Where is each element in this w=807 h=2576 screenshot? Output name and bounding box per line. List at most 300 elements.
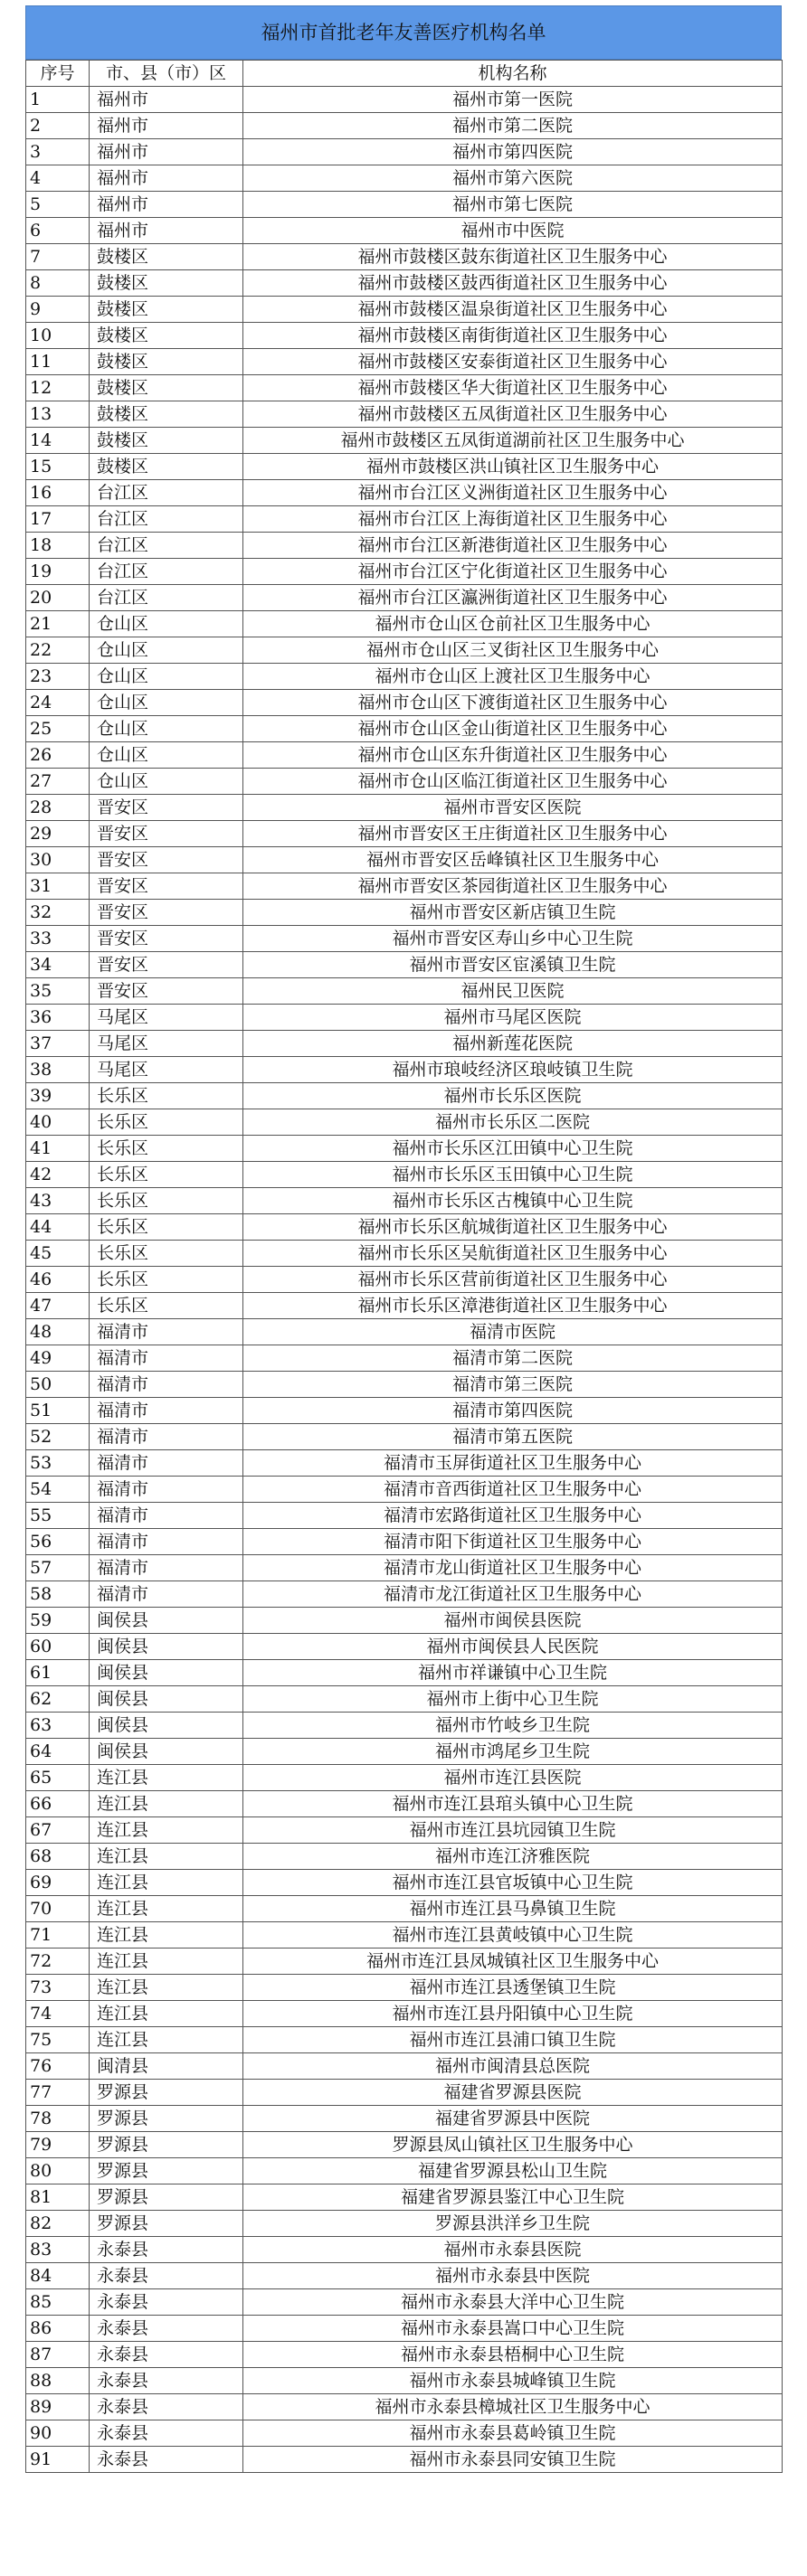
row-index: 58 [26,1581,90,1608]
row-institution-name: 福州市鸿尾乡卫生院 [243,1739,783,1765]
table-row [26,952,783,978]
row-district: 长乐区 [90,1214,243,1241]
row-district: 长乐区 [90,1241,243,1267]
table-row [26,349,783,375]
row-institution-name: 福州市鼓楼区五凤街道湖前社区卫生服务中心 [243,428,783,454]
row-institution-name: 福州市琅岐经济区琅岐镇卫生院 [243,1057,783,1083]
row-index: 39 [26,1083,90,1109]
row-index: 73 [26,1975,90,2001]
row-district: 仓山区 [90,664,243,690]
row-index: 60 [26,1634,90,1660]
row-district: 福州市 [90,87,243,113]
row-index: 3 [26,139,90,165]
page-title: 福州市首批老年友善医疗机构名单 [25,5,782,60]
row-institution-name: 福州市永泰县同安镇卫生院 [243,2447,783,2473]
row-index: 25 [26,716,90,742]
row-institution-name: 福州市永泰县城峰镇卫生院 [243,2368,783,2394]
row-institution-name: 福州市第六医院 [243,165,783,192]
row-index: 9 [26,297,90,323]
table-row [26,2053,783,2080]
row-institution-name: 福州市连江县琯头镇中心卫生院 [243,1791,783,1817]
row-institution-name: 福清市龙山街道社区卫生服务中心 [243,1555,783,1581]
row-institution-name: 福州市永泰县医院 [243,2237,783,2263]
row-district: 仓山区 [90,611,243,637]
row-index: 67 [26,1817,90,1844]
row-district: 长乐区 [90,1136,243,1162]
table-row [26,1188,783,1214]
row-district: 台江区 [90,559,243,585]
row-index: 24 [26,690,90,716]
row-index: 78 [26,2106,90,2132]
row-district: 福清市 [90,1319,243,1345]
row-district: 连江县 [90,1765,243,1791]
row-district: 永泰县 [90,2342,243,2368]
row-district: 福清市 [90,1477,243,1503]
row-institution-name: 福州市连江县丹阳镇中心卫生院 [243,2001,783,2027]
table-row [26,270,783,297]
row-district: 罗源县 [90,2211,243,2237]
table-row [26,375,783,401]
row-index: 75 [26,2027,90,2053]
row-index: 23 [26,664,90,690]
row-district: 罗源县 [90,2184,243,2211]
table-row [26,1424,783,1450]
row-index: 26 [26,742,90,769]
row-district: 永泰县 [90,2447,243,2473]
row-institution-name: 福州市鼓楼区洪山镇社区卫生服务中心 [243,454,783,480]
row-district: 福清市 [90,1424,243,1450]
table-row [26,139,783,165]
table-row [26,795,783,821]
row-institution-name: 福州民卫医院 [243,978,783,1005]
row-institution-name: 福州市鼓楼区华大街道社区卫生服务中心 [243,375,783,401]
row-index: 42 [26,1162,90,1188]
table-row [26,2080,783,2106]
row-district: 永泰县 [90,2368,243,2394]
row-institution-name: 罗源县洪洋乡卫生院 [243,2211,783,2237]
row-institution-name: 福州市连江县官坂镇中心卫生院 [243,1870,783,1896]
row-institution-name: 福州市台江区义洲街道社区卫生服务中心 [243,480,783,506]
row-index: 20 [26,585,90,611]
table-row [26,2342,783,2368]
table-row [26,506,783,533]
row-institution-name: 福州市长乐区古槐镇中心卫生院 [243,1188,783,1214]
row-district: 连江县 [90,1975,243,2001]
row-district: 晋安区 [90,952,243,978]
row-institution-name: 福州市晋安区茶园街道社区卫生服务中心 [243,873,783,900]
table-row [26,218,783,244]
row-district: 长乐区 [90,1188,243,1214]
header-district: 市、县（市）区 [90,61,243,87]
row-index: 51 [26,1398,90,1424]
row-district: 闽清县 [90,2053,243,2080]
row-district: 福州市 [90,192,243,218]
row-institution-name: 福州市永泰县大洋中心卫生院 [243,2289,783,2316]
row-index: 17 [26,506,90,533]
row-index: 32 [26,900,90,926]
row-index: 88 [26,2368,90,2394]
row-district: 晋安区 [90,900,243,926]
table-row [26,1083,783,1109]
row-index: 62 [26,1686,90,1713]
row-index: 28 [26,795,90,821]
row-institution-name: 福州市长乐区营前街道社区卫生服务中心 [243,1267,783,1293]
row-district: 台江区 [90,506,243,533]
row-institution-name: 福清市医院 [243,1319,783,1345]
row-index: 49 [26,1345,90,1372]
row-index: 80 [26,2158,90,2184]
row-district: 福清市 [90,1345,243,1372]
table-row [26,1975,783,2001]
table-row [26,873,783,900]
row-district: 晋安区 [90,821,243,847]
row-district: 罗源县 [90,2158,243,2184]
row-index: 2 [26,113,90,139]
row-district: 永泰县 [90,2237,243,2263]
row-district: 连江县 [90,2027,243,2053]
table-row [26,1634,783,1660]
row-index: 16 [26,480,90,506]
table-row [26,480,783,506]
row-district: 仓山区 [90,690,243,716]
row-district: 仓山区 [90,769,243,795]
row-index: 86 [26,2316,90,2342]
table-row [26,900,783,926]
row-district: 福清市 [90,1529,243,1555]
table-row [26,690,783,716]
row-institution-name: 福州市连江济雅医院 [243,1844,783,1870]
table-row [26,1450,783,1477]
table-row [26,2158,783,2184]
row-index: 68 [26,1844,90,1870]
table-row [26,1162,783,1188]
table-row [26,2237,783,2263]
row-index: 46 [26,1267,90,1293]
row-index: 40 [26,1109,90,1136]
row-index: 13 [26,401,90,428]
row-index: 53 [26,1450,90,1477]
row-institution-name: 福州市连江县凤城镇社区卫生服务中心 [243,1949,783,1975]
row-district: 台江区 [90,585,243,611]
row-institution-name: 罗源县凤山镇社区卫生服务中心 [243,2132,783,2158]
table-row [26,1214,783,1241]
row-district: 连江县 [90,1870,243,1896]
table-row [26,1477,783,1503]
row-index: 45 [26,1241,90,1267]
table-row [26,192,783,218]
row-index: 89 [26,2394,90,2420]
row-index: 56 [26,1529,90,1555]
row-district: 晋安区 [90,795,243,821]
row-district: 马尾区 [90,1005,243,1031]
row-institution-name: 福清市龙江街道社区卫生服务中心 [243,1581,783,1608]
row-index: 7 [26,244,90,270]
row-institution-name: 福建省罗源县中医院 [243,2106,783,2132]
row-index: 63 [26,1713,90,1739]
row-district: 鼓楼区 [90,349,243,375]
row-institution-name: 福清市玉屏街道社区卫生服务中心 [243,1450,783,1477]
table-row [26,2132,783,2158]
hospital-list-sheet [25,5,782,2473]
table-row [26,559,783,585]
row-institution-name: 福州市鼓楼区五凤街道社区卫生服务中心 [243,401,783,428]
row-index: 83 [26,2237,90,2263]
table-row [26,1739,783,1765]
row-index: 37 [26,1031,90,1057]
table-row [26,847,783,873]
row-institution-name: 福清市阳下街道社区卫生服务中心 [243,1529,783,1555]
row-institution-name: 福州新莲花医院 [243,1031,783,1057]
row-district: 永泰县 [90,2289,243,2316]
row-index: 69 [26,1870,90,1896]
row-district: 晋安区 [90,926,243,952]
header-index: 序号 [26,61,90,87]
row-index: 65 [26,1765,90,1791]
table-row [26,1109,783,1136]
table-row [26,2368,783,2394]
row-district: 永泰县 [90,2316,243,2342]
row-index: 44 [26,1214,90,1241]
row-district: 长乐区 [90,1109,243,1136]
row-index: 35 [26,978,90,1005]
row-institution-name: 福州市台江区上海街道社区卫生服务中心 [243,506,783,533]
table-row [26,1608,783,1634]
table-row [26,1896,783,1922]
row-institution-name: 福州市长乐区二医院 [243,1109,783,1136]
row-district: 闽侯县 [90,1686,243,1713]
row-institution-name: 福州市永泰县梧桐中心卫生院 [243,2342,783,2368]
row-institution-name: 福州市永泰县葛岭镇卫生院 [243,2420,783,2447]
row-institution-name: 福州市鼓楼区鼓东街道社区卫生服务中心 [243,244,783,270]
row-district: 鼓楼区 [90,401,243,428]
row-district: 福州市 [90,113,243,139]
row-district: 罗源县 [90,2106,243,2132]
row-index: 30 [26,847,90,873]
row-district: 连江县 [90,1922,243,1949]
row-district: 仓山区 [90,716,243,742]
row-district: 永泰县 [90,2420,243,2447]
row-index: 54 [26,1477,90,1503]
table-row [26,1922,783,1949]
table-row [26,1503,783,1529]
row-index: 36 [26,1005,90,1031]
row-index: 82 [26,2211,90,2237]
table-row [26,2263,783,2289]
row-institution-name: 福州市上街中心卫生院 [243,1686,783,1713]
row-district: 福清市 [90,1581,243,1608]
row-district: 连江县 [90,1791,243,1817]
table-row [26,1398,783,1424]
row-index: 48 [26,1319,90,1345]
row-institution-name: 福州市闽清县总医院 [243,2053,783,2080]
table-row [26,533,783,559]
row-institution-name: 福州市鼓楼区鼓西街道社区卫生服务中心 [243,270,783,297]
row-district: 罗源县 [90,2132,243,2158]
row-index: 85 [26,2289,90,2316]
row-district: 晋安区 [90,978,243,1005]
row-district: 连江县 [90,2001,243,2027]
row-institution-name: 福州市长乐区航城街道社区卫生服务中心 [243,1214,783,1241]
table-row [26,1267,783,1293]
table-row [26,1791,783,1817]
row-district: 福清市 [90,1398,243,1424]
row-institution-name: 福州市祥谦镇中心卫生院 [243,1660,783,1686]
row-index: 70 [26,1896,90,1922]
row-institution-name: 福州市连江县坑园镇卫生院 [243,1817,783,1844]
table-row [26,716,783,742]
row-district: 长乐区 [90,1267,243,1293]
row-district: 闽侯县 [90,1608,243,1634]
row-institution-name: 福州市仓山区东升街道社区卫生服务中心 [243,742,783,769]
row-institution-name: 福州市晋安区岳峰镇社区卫生服务中心 [243,847,783,873]
row-index: 87 [26,2342,90,2368]
row-index: 59 [26,1608,90,1634]
table-row [26,1529,783,1555]
row-institution-name: 福州市永泰县嵩口中心卫生院 [243,2316,783,2342]
table-row [26,1713,783,1739]
row-institution-name: 福州市永泰县中医院 [243,2263,783,2289]
row-district: 晋安区 [90,873,243,900]
row-index: 19 [26,559,90,585]
row-index: 71 [26,1922,90,1949]
row-district: 闽侯县 [90,1739,243,1765]
table-row [26,165,783,192]
row-institution-name: 福州市鼓楼区温泉街道社区卫生服务中心 [243,297,783,323]
row-district: 马尾区 [90,1031,243,1057]
row-district: 福清市 [90,1372,243,1398]
row-institution-name: 福清市第三医院 [243,1372,783,1398]
row-index: 79 [26,2132,90,2158]
row-institution-name: 福州市连江县透堡镇卫生院 [243,1975,783,2001]
row-district: 台江区 [90,533,243,559]
row-institution-name: 福州市鼓楼区安泰街道社区卫生服务中心 [243,349,783,375]
row-district: 罗源县 [90,2080,243,2106]
table-row [26,1136,783,1162]
row-institution-name: 福州市台江区新港街道社区卫生服务中心 [243,533,783,559]
row-index: 8 [26,270,90,297]
row-district: 福清市 [90,1555,243,1581]
table-row [26,1005,783,1031]
row-district: 福清市 [90,1503,243,1529]
row-index: 66 [26,1791,90,1817]
table-row [26,978,783,1005]
row-institution-name: 福清市宏路街道社区卫生服务中心 [243,1503,783,1529]
row-district: 鼓楼区 [90,270,243,297]
table-row [26,87,783,113]
row-institution-name: 福清市音西街道社区卫生服务中心 [243,1477,783,1503]
row-institution-name: 福州市长乐区玉田镇中心卫生院 [243,1162,783,1188]
table-row [26,2184,783,2211]
row-district: 连江县 [90,1949,243,1975]
table-row [26,1686,783,1713]
row-institution-name: 福州市仓山区下渡街道社区卫生服务中心 [243,690,783,716]
table-row [26,2289,783,2316]
row-index: 47 [26,1293,90,1319]
row-district: 永泰县 [90,2263,243,2289]
row-index: 38 [26,1057,90,1083]
row-institution-name: 福州市中医院 [243,218,783,244]
table-row [26,611,783,637]
row-index: 84 [26,2263,90,2289]
row-index: 11 [26,349,90,375]
row-institution-name: 福州市仓山区临江街道社区卫生服务中心 [243,769,783,795]
row-index: 14 [26,428,90,454]
row-district: 鼓楼区 [90,323,243,349]
row-institution-name: 福州市仓山区金山街道社区卫生服务中心 [243,716,783,742]
row-index: 52 [26,1424,90,1450]
table-row [26,244,783,270]
row-index: 34 [26,952,90,978]
row-institution-name: 福建省罗源县医院 [243,2080,783,2106]
row-institution-name: 福州市仓山区仓前社区卫生服务中心 [243,611,783,637]
table-row [26,1372,783,1398]
row-institution-name: 福州市长乐区江田镇中心卫生院 [243,1136,783,1162]
row-index: 4 [26,165,90,192]
row-institution-name: 福州市第一医院 [243,87,783,113]
table-row [26,926,783,952]
row-institution-name: 福州市晋安区王庄街道社区卫生服务中心 [243,821,783,847]
row-institution-name: 福州市晋安区医院 [243,795,783,821]
row-district: 闽侯县 [90,1713,243,1739]
row-index: 81 [26,2184,90,2211]
row-index: 12 [26,375,90,401]
row-district: 长乐区 [90,1162,243,1188]
row-district: 马尾区 [90,1057,243,1083]
row-institution-name: 福建省罗源县松山卫生院 [243,2158,783,2184]
row-index: 72 [26,1949,90,1975]
table-row [26,2420,783,2447]
row-district: 福州市 [90,165,243,192]
row-index: 55 [26,1503,90,1529]
table-row [26,2106,783,2132]
table-body [26,87,783,2473]
table-row [26,1949,783,1975]
table-row [26,113,783,139]
table-row [26,821,783,847]
table-row [26,2027,783,2053]
row-index: 91 [26,2447,90,2473]
row-index: 6 [26,218,90,244]
row-district: 闽侯县 [90,1634,243,1660]
row-index: 43 [26,1188,90,1214]
row-institution-name: 福州市台江区瀛洲街道社区卫生服务中心 [243,585,783,611]
row-district: 鼓楼区 [90,428,243,454]
row-index: 27 [26,769,90,795]
row-institution-name: 福州市长乐区漳港街道社区卫生服务中心 [243,1293,783,1319]
row-institution-name: 福州市连江县马鼻镇卫生院 [243,1896,783,1922]
table-row [26,1870,783,1896]
table-row [26,1765,783,1791]
row-index: 29 [26,821,90,847]
table-row [26,1817,783,1844]
row-index: 50 [26,1372,90,1398]
row-institution-name: 福清市第二医院 [243,1345,783,1372]
table-row [26,1345,783,1372]
table-row [26,454,783,480]
table-row [26,1581,783,1608]
row-index: 18 [26,533,90,559]
table-row [26,1844,783,1870]
row-index: 22 [26,637,90,664]
table-row [26,1555,783,1581]
table-row [26,1319,783,1345]
table-header-row [26,61,783,87]
table-row [26,297,783,323]
row-index: 21 [26,611,90,637]
row-district: 鼓楼区 [90,375,243,401]
row-institution-name: 福建省罗源县鉴江中心卫生院 [243,2184,783,2211]
table-row [26,2316,783,2342]
